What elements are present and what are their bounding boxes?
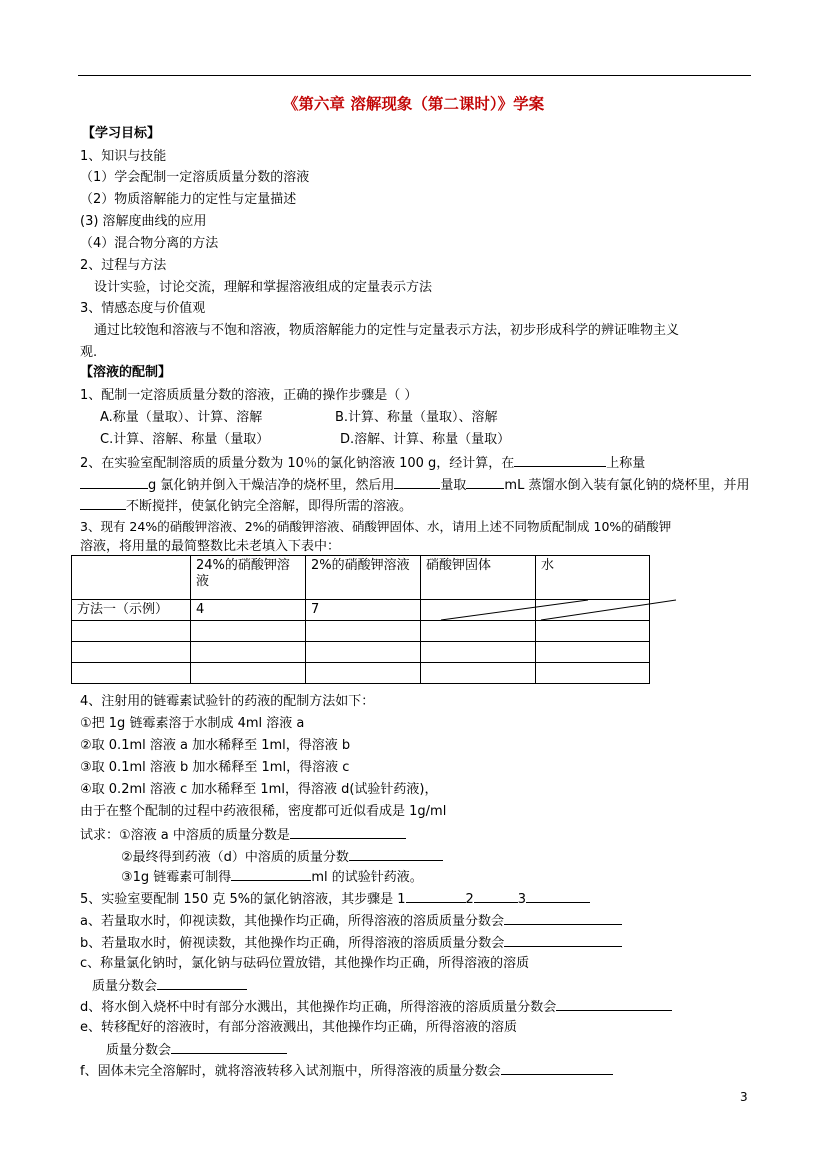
q4-part2-text: ②最终得到药液（d）中溶质的质量分数 [121,850,349,865]
q2-text-b: 上称量 [606,456,646,471]
answer-blank[interactable] [504,934,622,947]
question-5d [80,998,672,1016]
answer-blank[interactable] [349,848,443,861]
answer-blank[interactable] [406,890,466,903]
question-5f [80,1062,613,1080]
goal-2a: 设计实验，讨论交流，理解和掌握溶液组成的定量表示方法 [94,280,433,295]
q5c-text: 质量分数会 [92,979,158,994]
q5-text: 5、实验室要配制 150 克 5%的氯化钠溶液，其步骤是 1 [80,892,406,907]
answer-blank[interactable] [231,868,311,881]
q5-step-3: 3 [517,892,527,907]
step-2: ②取 0.1ml 溶液 a 加水稀释至 1ml，得溶液 b [80,738,351,753]
option-d: D.溶解、计算、称量（量取） [340,432,511,447]
q5b-text: b、若量取水时，俯视读数，其他操作均正确，所得溶液的溶质质量分数会 [80,936,505,951]
question-5e-cont [106,1041,287,1059]
q2-text-a: 2、在实验室配制溶质的质量分数为 10％的氯化钠溶液 100 g，经计算，在 [80,456,515,471]
table-cell: 4 [191,600,306,621]
goal-3a: 通过比较饱和溶液与不饱和溶液，物质溶解能力的定性与定量表示方法，初步形成科学的辨证唯物主义 [94,323,680,338]
q2-text-f: 不断搅拌，使氯化钠完全溶解，即得所需的溶液。 [126,499,413,514]
question-5 [80,890,590,908]
goal-1d: （4）混合物分离的方法 [80,236,219,251]
question-5b [80,934,622,952]
table-header-cell: 2%的硝酸钾溶液 [306,556,421,600]
question-5c: c、称量氯化钠时，氯化钠与砝码位置放错，其他操作均正确，所得溶液的溶质 [80,956,530,971]
question-1: 1、配制一定溶质质量分数的溶液，正确的操作步骤是（ ） [80,388,418,403]
section-heading-preparation: 【溶液的配制】 [80,365,172,380]
goal-1b: （2）物质溶解能力的定性与定量描述 [80,192,297,207]
page-number: 3 [740,1090,748,1104]
goal-1c: (3) 溶解度曲线的应用 [80,214,207,229]
table-header-cell: 硝酸钾固体 [421,556,536,600]
step-4: ④取 0.2ml 溶液 c 加水稀释至 1ml，得溶液 d(试验针药液)， [80,782,438,797]
section-heading-objectives: 【学习目标】 [82,126,161,141]
answer-blank[interactable] [501,1062,613,1075]
q5e-text: 质量分数会 [106,1043,172,1058]
table-cell: 7 [306,600,421,621]
question-3-line1: 3、现有 24%的硝酸钾溶液、2%的硝酸钾溶液、硝酸钾固体、水，请用上述不同物质配制成 10%的硝酸钾 [80,519,672,534]
question-4-part1 [80,826,406,844]
q5f-text: f、固体未完全溶解时，就将溶液转移入试剂瓶中，所得溶液的质量分数会 [80,1064,501,1079]
table-cell: 方法一（示例） [72,600,191,621]
goal-3: 3、情感态度与价值观 [80,301,206,316]
goal-1a: （1）学会配制一定溶质质量分数的溶液 [80,170,310,185]
question-4-part3 [121,868,423,886]
answer-blank[interactable] [526,890,590,903]
step-3: ③取 0.1ml 溶液 b 加水稀释至 1ml，得溶液 c [80,760,350,775]
page-title: 《第六章 溶解现象（第二课时）》学案 [282,95,545,113]
q5a-text: a、若量取水时，仰视读数，其他操作均正确，所得溶液的溶质质量分数会 [80,914,504,929]
q4-part3-text: ③1g 链霉素可制得 [121,870,232,885]
q5-step-2: 2 [465,892,474,907]
density-note: 由于在整个配制的过程中药液很稀，密度都可近似看成是 1g/ml [80,804,447,819]
goal-2: 2、过程与方法 [80,258,167,273]
q4-part3-unit: ml 的试验针药液。 [311,870,423,885]
q2-text-c: g 氯化钠并倒入干燥洁净的烧杯里，然后用 [148,478,395,493]
question-4-part2 [121,848,443,866]
q2-text-e: mL 蒸馏水倒入装有氯化钠的烧杯里，并用 [504,478,750,493]
answer-blank[interactable] [556,998,672,1011]
answer-blank[interactable] [157,977,247,990]
answer-blank[interactable] [474,890,518,903]
question-5a [80,912,622,930]
question-5e: e、转移配好的溶液时，有部分溶液溅出，其他操作均正确，所得溶液的溶质 [80,1020,517,1035]
answer-blank[interactable] [504,912,622,925]
question-3-line2: 溶液，将用量的最简整数比未老填入下表中： [80,539,341,554]
goal-3b: 观. [80,345,98,360]
question-4: 4、注射用的链霉素试验针的药液的配制方法如下： [80,694,375,709]
table-header-cell: 24%的硝酸钾溶液 [191,556,306,600]
option-a: A.称量（量取）、计算、溶解 [100,410,263,425]
q4-part1-text: 试求：①溶液 a 中溶质的质量分数是 [80,828,290,843]
goal-1: 1、知识与技能 [80,149,167,164]
answer-blank[interactable] [290,826,406,839]
option-b: B.计算、称量（量取）、溶解 [335,410,498,425]
question-5c-cont [92,977,247,995]
q5d-text: d、将水倒入烧杯中时有部分水溅出，其他操作均正确，所得溶液的溶质质量分数会 [80,1000,557,1015]
option-c: C.计算、溶解、称量（量取） [100,432,270,447]
step-1: ①把 1g 链霉素溶于水制成 4ml 溶液 a [80,716,305,731]
q2-text-d: 量取 [440,478,467,493]
table-header-cell: 水 [536,556,650,600]
answer-blank[interactable] [171,1041,287,1054]
